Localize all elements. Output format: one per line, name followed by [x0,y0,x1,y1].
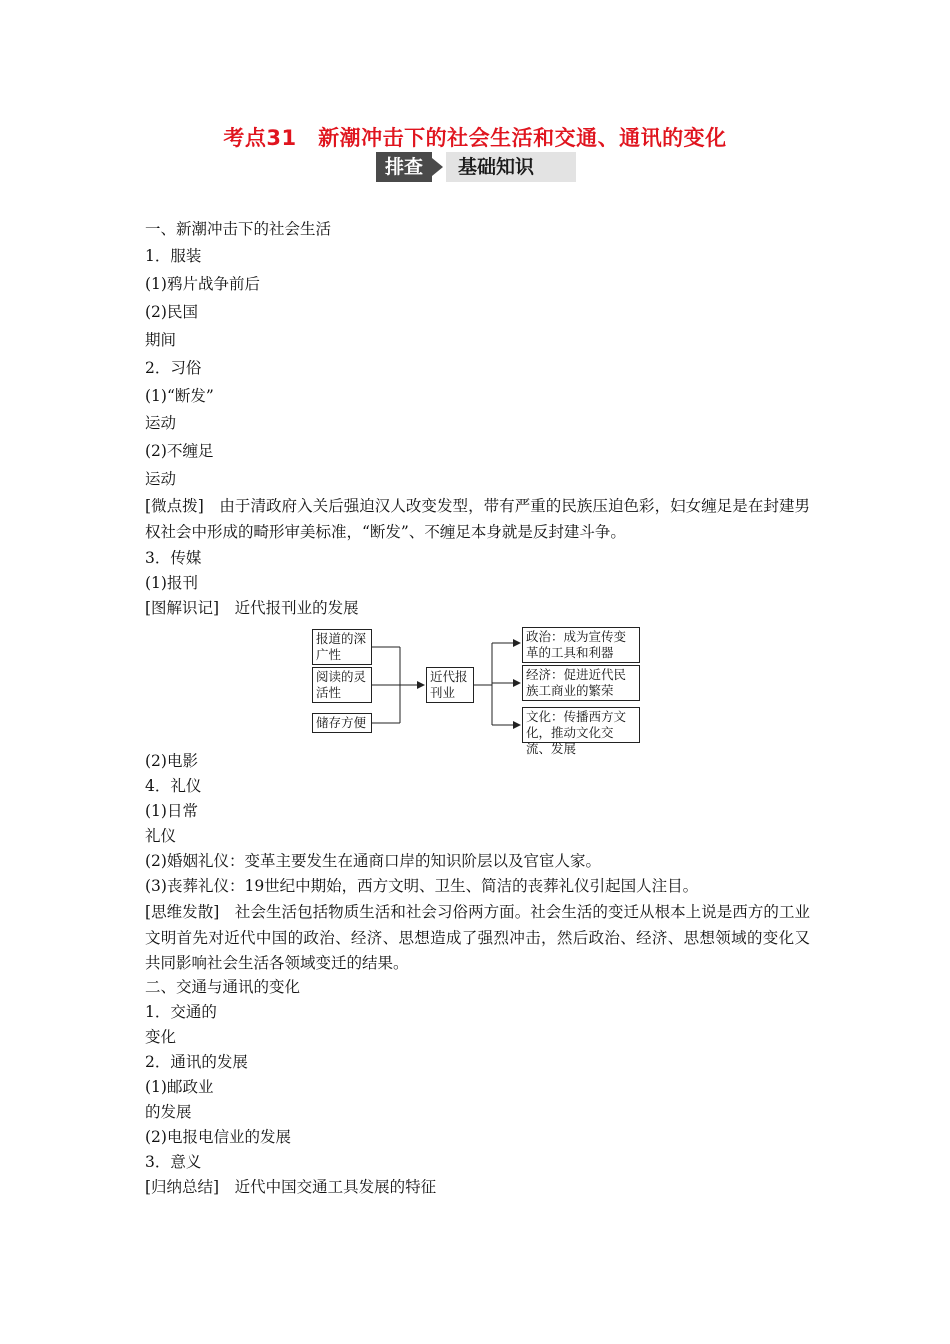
tip-paragraph: [微点拨] 由于清政府入关后强迫汉人改变发型，带有严重的民族压迫色彩，妇女缠足是在封建男权社会中形成的畸形审美标准，“断发”、不缠足本身就是反封建斗争。 [145,497,810,541]
text-line: (2)电影 [145,752,198,770]
text-line: (1)鸦片战争前后 [145,275,260,293]
text-line: (2)不缠足 [145,442,214,460]
text-line: 1．交通的 [145,1003,217,1021]
text-line: 2．通讯的发展 [145,1053,248,1071]
banner-label-left: 排查 [376,152,432,182]
diagram-box-depth: 报道的深广性 [312,629,372,665]
newspaper-diagram [310,625,642,756]
text-line: [归纳总结] 近代中国交通工具发展的特征 [145,1178,437,1196]
banner-label-right: 基础知识 [446,152,576,182]
diagram-box-culture: 文化：传播西方文化，推动文化交流、发展 [522,707,640,743]
text-line: 2．习俗 [145,359,202,377]
text-line: 变化 [145,1028,177,1046]
text-line: 期间 [145,331,177,349]
page-title: 考点31 新潮冲击下的社会生活和交通、通讯的变化 [223,126,727,150]
diagram-box-politics: 政治：成为宣传变革的工具和利器 [522,627,640,663]
text-line: 礼仪 [145,827,177,845]
section-heading: 一、新潮冲击下的社会生活 [145,220,332,238]
text-line: (2)电报电信业的发展 [145,1128,291,1146]
text-line: 3．意义 [145,1153,202,1171]
diagram-box-flexibility: 阅读的灵活性 [312,667,372,703]
text-line: 3．传媒 [145,549,202,567]
text-line: 运动 [145,414,177,432]
text-line: (2)婚姻礼仪：变革主要发生在通商口岸的知识阶层以及官宦人家。 [145,852,601,870]
text-line: (1)日常 [145,802,198,820]
text-line: (1)报刊 [145,574,198,592]
text-line: 的发展 [145,1103,192,1121]
diagram-box-economy: 经济：促进近代民族工商业的繁荣 [522,665,640,701]
text-line: (1)邮政业 [145,1078,214,1096]
section-banner [376,152,576,182]
diagram-caption: [图解识记] 近代报刊业的发展 [145,599,359,617]
text-line: 4．礼仪 [145,777,202,795]
section-heading: 二、交通与通讯的变化 [145,978,301,996]
text-line: (3)丧葬礼仪：19世纪中期始，西方文明、卫生、简洁的丧葬礼仪引起国人注目。 [145,877,699,895]
diagram-box-storage: 储存方便 [312,713,372,733]
text-line: (2)民国 [145,303,198,321]
text-line: 运动 [145,470,177,488]
text-line: 1．服装 [145,247,202,265]
text-line: (1)“断发” [145,387,214,405]
diagram-box-center: 近代报刊业 [426,667,474,703]
tip-paragraph: [思维发散] 社会生活包括物质生活和社会习俗两方面。社会生活的变迁从根本上说是西方的工业文明首先对近代中国的政治、经济、思想造成了强烈冲击，然后政治、经济、思想领域的变化又共同影响社会生活各领域变迁的结果。 [145,903,810,972]
banner-arrow-icon [432,158,443,176]
